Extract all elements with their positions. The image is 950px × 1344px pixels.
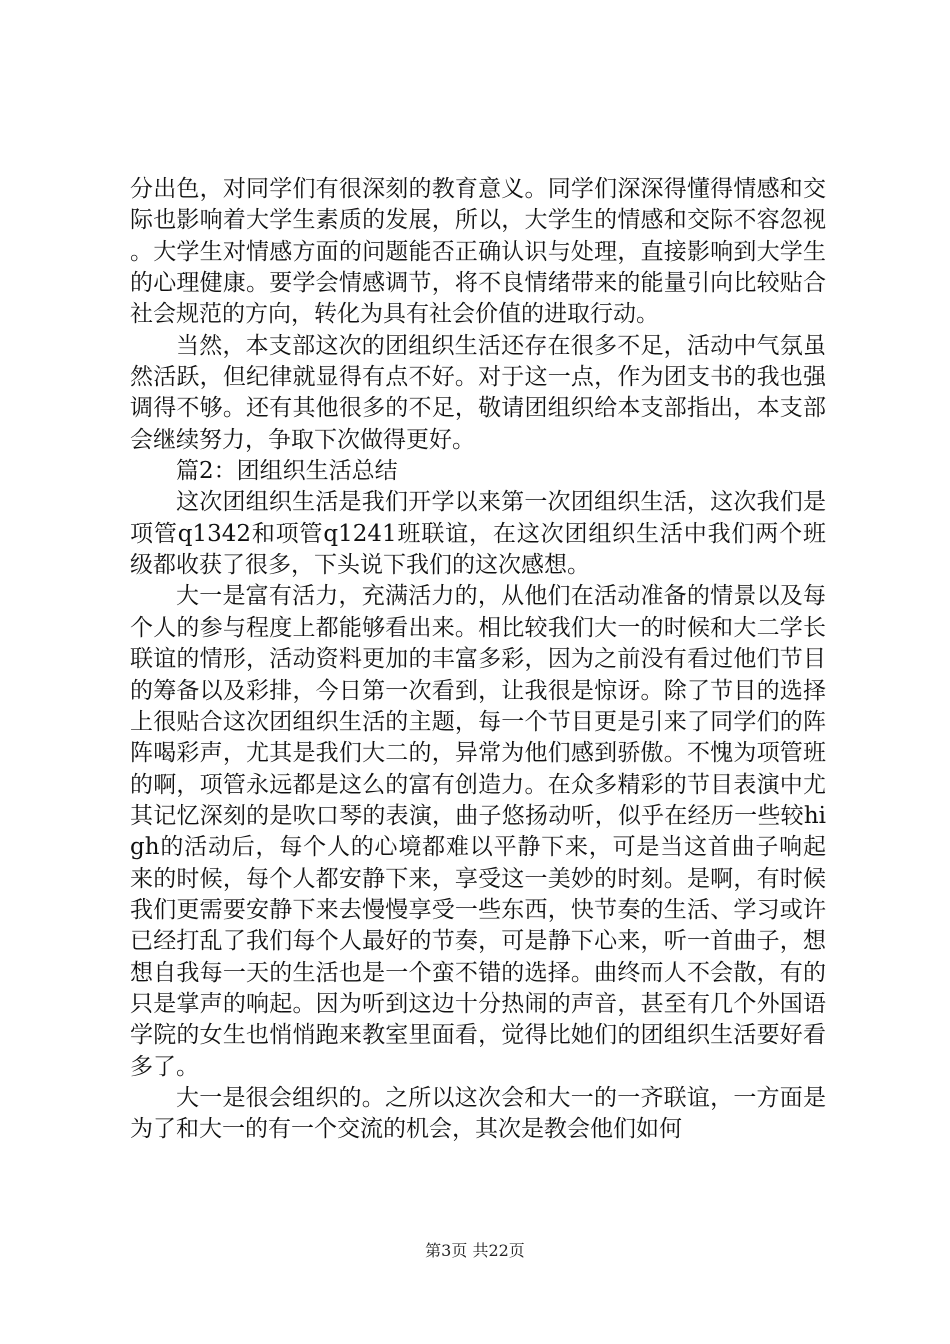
paragraph: 当然，本支部这次的团组织生活还存在很多不足，活动中气氛虽然活跃，但纪律就显得有点不好。对于这一点，作为团支书的我也强调得不够。还有其他很多的不足，敬请团组织给本支部指出，本支部会继续努力，争取下次做得更好。 [130, 332, 826, 453]
paragraph: 这次团组织生活是我们开学以来第一次团组织生活，这次我们是项管q1342和项管q1241班联谊，在这次团组织生活中我们两个班级都收获了很多，下头说下我们的这次感想。 [130, 489, 826, 579]
paragraph: 大一是很会组织的。之所以这次会和大一的一齐联谊，一方面是为了和大一的有一个交流的机会，其次是教会他们如何 [130, 1084, 826, 1143]
section-heading: 篇2：团组织生活总结 [176, 458, 398, 485]
paragraph: 分出色，对同学们有很深刻的教育意义。同学们深深得懂得情感和交际也影响着大学生素质的发展，所以，大学生的情感和交际不容忽视。大学生对情感方面的问题能否正确认识与处理，直接影响到大学生的心理健康。要学会情感调节，将不良情绪带来的能量引向比较贴合社会规范的方向，转化为具有社会价值的进取行动。 [130, 176, 826, 328]
document-body [130, 174, 826, 1146]
paragraph: 大一是富有活力，充满活力的，从他们在活动准备的情景以及每个人的参与程度上都能够看出来。相比较我们大一的时候和大二学长联谊的情形，活动资料更加的丰富多彩，因为之前没有看过他们节目的筹备以及彩排，今日第一次看到，让我很是惊讶。除了节目的选择上很贴合这次团组织生活的主题，每一个节目更是引来了同学们的阵阵喝彩声，尤其是我们大二的，异常为他们感到骄傲。不愧为项管班的啊，项管永远都是这么的富有创造力。在众多精彩的节目表演中尤其记忆深刻的是吹口琴的表演，曲子悠扬动听，似乎在经历一些较high的活动后，每个人的心境都难以平静下来，可是当这首曲子响起来的时候，每个人都安静下来，享受这一美妙的时刻。是啊，有时候我们更需要安静下来去慢慢享受一些东西，快节奏的生活、学习或许已经打乱了我们每个人最好的节奏，可是静下心来，听一首曲子，想想自我每一天的生活也是一个蛮不错的选择。曲终而人不会散，有的只是掌声的响起。因为听到这边十分热闹的声音，甚至有几个外国语学院的女生也悄悄跑来教室里面看，觉得比她们的团组织生活要好看多了。 [130, 583, 826, 1080]
page-number-footer: 第3页 共22页 [425, 1241, 525, 1260]
